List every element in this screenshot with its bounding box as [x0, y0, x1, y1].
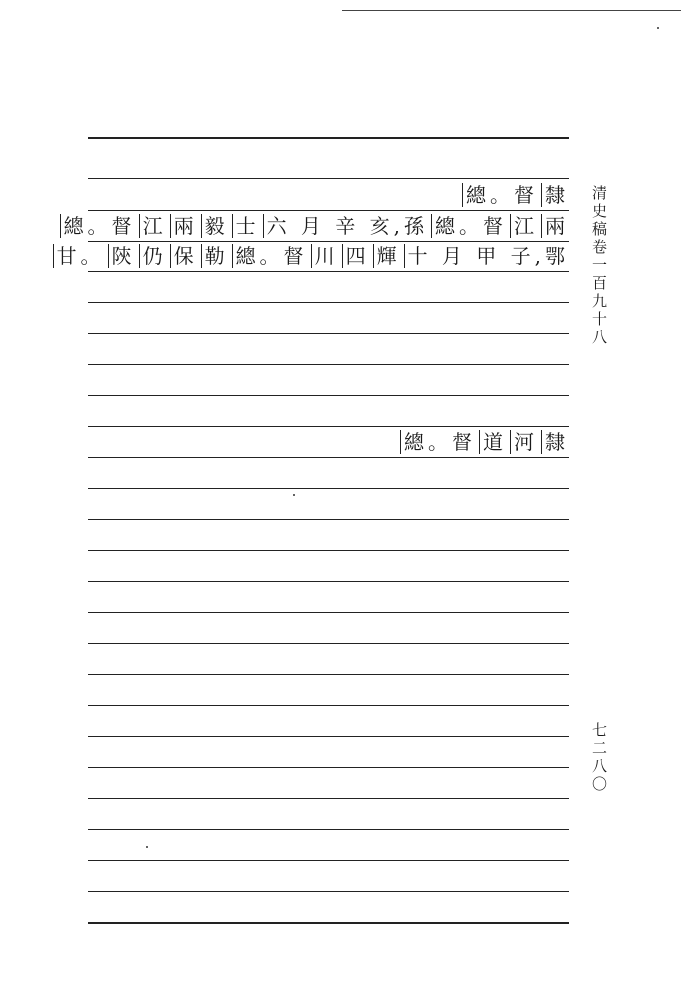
rule: [88, 302, 569, 303]
table-row: [63, 211, 569, 241]
book-title: 清史稿卷一百九十八: [590, 185, 608, 347]
rule: [88, 860, 569, 861]
table-cell: 勒: [198, 241, 229, 271]
rule: [88, 798, 569, 799]
top-edge-rule: [342, 10, 681, 11]
table-cell: 隸: [538, 180, 569, 210]
rule: [88, 395, 569, 396]
rule: [88, 364, 569, 365]
rule: [88, 674, 569, 675]
table-cell: 輝: [370, 241, 401, 271]
rule: [88, 178, 569, 179]
table-cell: 四: [339, 241, 370, 271]
table-cell: 兩: [167, 211, 198, 241]
rule: [88, 736, 569, 737]
table-cell: 仍: [136, 241, 167, 271]
rule: [88, 767, 569, 768]
table-cell: 陝: [105, 241, 136, 271]
table-cell: 六 月 辛 亥,孫: [260, 211, 428, 241]
rule: [88, 581, 569, 582]
table-cell: 總。督: [397, 427, 476, 457]
table-cell: 總。督: [428, 211, 507, 241]
rule: [88, 488, 569, 489]
table-cell: 河: [507, 427, 538, 457]
table-cell: 兩: [538, 211, 569, 241]
rule: [88, 891, 569, 892]
page-number: 七二八〇: [590, 722, 608, 794]
speck: [146, 846, 148, 848]
rule: [88, 612, 569, 613]
table-cell: 江: [507, 211, 538, 241]
table-cell: 保: [167, 241, 198, 271]
table-cell: 總。督: [229, 241, 308, 271]
table-cell: 總。督: [459, 180, 538, 210]
table-cell: 總。督: [57, 211, 136, 241]
rule: [88, 550, 569, 551]
rule: [88, 519, 569, 520]
rule: [88, 705, 569, 706]
table-top-rule: [88, 137, 569, 139]
table-row: [459, 180, 569, 210]
table-cell: 道: [476, 427, 507, 457]
rule: [88, 457, 569, 458]
speck: [657, 27, 659, 29]
table-cell: 川: [308, 241, 339, 271]
table-cell: 甘。: [50, 241, 105, 271]
table-cell: 隸: [538, 427, 569, 457]
rule: [88, 643, 569, 644]
rule: [88, 333, 569, 334]
table-bottom-rule: [88, 922, 569, 924]
table-cell: 江: [136, 211, 167, 241]
rule: [88, 829, 569, 830]
rule: [88, 271, 569, 272]
table-cell: 十 月 甲 子,鄂: [401, 241, 569, 271]
table-row: [56, 241, 569, 271]
table-cell: 士: [229, 211, 260, 241]
speck: [293, 494, 295, 496]
table-row: [397, 427, 569, 457]
table-cell: 毅: [198, 211, 229, 241]
